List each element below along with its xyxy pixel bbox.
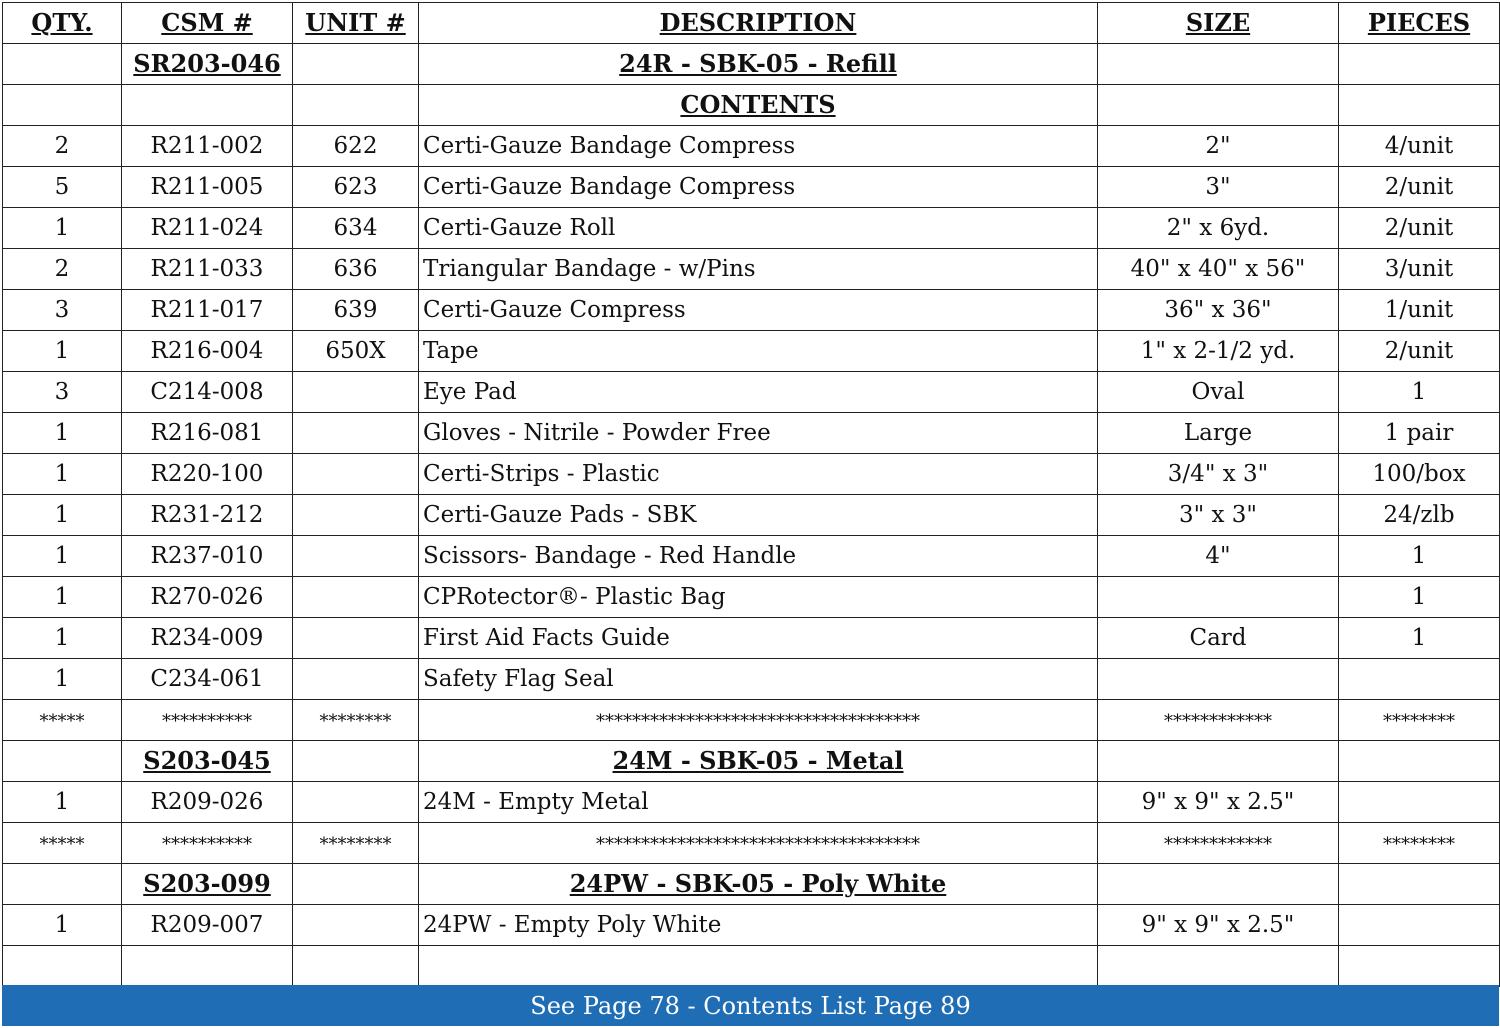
size-text: Oval [1191, 378, 1245, 405]
description-text: Certi-Gauze Roll [423, 214, 616, 241]
size-cell [1098, 372, 1339, 413]
unit-cell [293, 782, 419, 823]
csm-cell [122, 864, 293, 905]
csm-text: R209-007 [150, 911, 264, 938]
qty-cell [3, 782, 122, 823]
size-text: 2" [1205, 132, 1231, 159]
table-row [3, 782, 1500, 823]
table-row [3, 167, 1500, 208]
unit-text: 650X [325, 337, 386, 364]
qty-cell [3, 700, 122, 741]
csm-cell [122, 905, 293, 946]
qty-cell [3, 126, 122, 167]
description-text: CONTENTS [680, 89, 836, 119]
col-header-csm: CSM # [122, 3, 293, 44]
csm-text: R211-005 [150, 173, 264, 200]
table-row [3, 454, 1500, 495]
qty-cell [3, 741, 122, 782]
unit-cell [293, 946, 419, 987]
qty-cell [3, 44, 122, 85]
qty-cell [3, 249, 122, 290]
pieces-cell [1339, 413, 1500, 454]
col-header-description: DESCRIPTION [419, 3, 1098, 44]
pieces-text: 1/unit [1384, 296, 1454, 323]
size-text: ************ [1164, 710, 1272, 732]
description-cell [419, 249, 1098, 290]
description-text: 24M - Empty Metal [423, 788, 649, 815]
pieces-cell [1339, 290, 1500, 331]
csm-cell [122, 782, 293, 823]
description-cell [419, 126, 1098, 167]
unit-cell [293, 823, 419, 864]
csm-cell [122, 85, 293, 126]
qty-cell [3, 577, 122, 618]
qty-cell [3, 618, 122, 659]
pieces-cell [1339, 331, 1500, 372]
size-text: Large [1183, 419, 1253, 446]
description-cell [419, 413, 1098, 454]
csm-text: ********** [162, 833, 252, 855]
description-cell [419, 454, 1098, 495]
qty-cell [3, 659, 122, 700]
qty-text: 2 [54, 255, 70, 282]
size-text: Card [1189, 624, 1247, 651]
pieces-text: ******** [1383, 710, 1455, 732]
unit-text: 634 [333, 214, 378, 241]
qty-text: 1 [54, 911, 70, 938]
unit-cell [293, 659, 419, 700]
qty-cell [3, 495, 122, 536]
description-cell [419, 864, 1098, 905]
pieces-cell [1339, 44, 1500, 85]
csm-text: R211-017 [150, 296, 264, 323]
description-cell [419, 823, 1098, 864]
unit-cell [293, 905, 419, 946]
description-text: 24PW - Empty Poly White [423, 911, 722, 938]
description-text: Certi-Gauze Pads - SBK [423, 501, 697, 528]
csm-cell [122, 249, 293, 290]
qty-cell [3, 946, 122, 987]
csm-text: R234-009 [150, 624, 264, 651]
pieces-text: 24/zlb [1383, 501, 1455, 528]
unit-cell [293, 454, 419, 495]
description-cell [419, 372, 1098, 413]
size-text: 9" x 9" x 2.5" [1141, 911, 1295, 938]
qty-text: 2 [54, 132, 70, 159]
table-row [3, 372, 1500, 413]
size-cell [1098, 905, 1339, 946]
size-cell [1098, 454, 1339, 495]
csm-cell [122, 741, 293, 782]
table-row [3, 577, 1500, 618]
unit-cell [293, 249, 419, 290]
unit-cell [293, 700, 419, 741]
size-text: 36" x 36" [1164, 296, 1272, 323]
size-cell [1098, 700, 1339, 741]
pieces-cell [1339, 741, 1500, 782]
unit-text: 622 [333, 132, 378, 159]
csm-cell [122, 618, 293, 659]
qty-text: 1 [54, 419, 70, 446]
qty-cell [3, 905, 122, 946]
size-text: 3/4" x 3" [1167, 460, 1269, 487]
description-cell [419, 85, 1098, 126]
pieces-cell [1339, 167, 1500, 208]
pieces-text: 2/unit [1384, 337, 1454, 364]
unit-cell [293, 290, 419, 331]
qty-text: 3 [54, 378, 70, 405]
table-row [3, 126, 1500, 167]
pieces-text: 4/unit [1384, 132, 1454, 159]
section-title-row [3, 85, 1500, 126]
csm-cell [122, 700, 293, 741]
pieces-cell [1339, 577, 1500, 618]
csm-text: R270-026 [150, 583, 264, 610]
size-cell [1098, 126, 1339, 167]
size-cell [1098, 85, 1339, 126]
csm-cell [122, 659, 293, 700]
col-header-unit: UNIT # [293, 3, 419, 44]
size-cell [1098, 167, 1339, 208]
description-text: First Aid Facts Guide [423, 624, 670, 651]
size-text: 40" x 40" x 56" [1130, 255, 1306, 282]
csm-cell [122, 823, 293, 864]
unit-text: ******** [319, 710, 392, 732]
qty-text: 1 [54, 788, 70, 815]
description-text: ************************************ [596, 710, 920, 732]
csm-text: R209-026 [150, 788, 264, 815]
qty-text: 1 [54, 624, 70, 651]
csm-text: R220-100 [150, 460, 264, 487]
unit-text: 623 [333, 173, 378, 200]
size-cell [1098, 495, 1339, 536]
description-cell [419, 946, 1098, 987]
table-row [3, 413, 1500, 454]
description-cell [419, 618, 1098, 659]
csm-text: C214-008 [150, 378, 264, 405]
section-title-row [3, 864, 1500, 905]
unit-cell [293, 44, 419, 85]
csm-cell [122, 577, 293, 618]
size-text: 2" x 6yd. [1166, 214, 1270, 241]
pieces-cell [1339, 864, 1500, 905]
size-cell [1098, 208, 1339, 249]
pieces-cell [1339, 618, 1500, 659]
pieces-cell [1339, 249, 1500, 290]
description-cell [419, 167, 1098, 208]
csm-text: R231-212 [150, 501, 264, 528]
size-cell [1098, 413, 1339, 454]
table-row [3, 208, 1500, 249]
qty-cell [3, 413, 122, 454]
pieces-cell [1339, 823, 1500, 864]
pieces-cell [1339, 782, 1500, 823]
csm-text: C234-061 [150, 665, 264, 692]
qty-text: 1 [54, 501, 70, 528]
table-row [3, 905, 1500, 946]
unit-cell [293, 495, 419, 536]
pieces-cell [1339, 659, 1500, 700]
qty-cell [3, 331, 122, 372]
description-text: Certi-Gauze Bandage Compress [423, 132, 796, 159]
unit-cell [293, 85, 419, 126]
table-row [3, 331, 1500, 372]
unit-cell [293, 372, 419, 413]
qty-cell [3, 167, 122, 208]
pieces-cell [1339, 126, 1500, 167]
csm-text: S203-099 [143, 868, 271, 898]
table-row [3, 536, 1500, 577]
pieces-cell [1339, 905, 1500, 946]
qty-cell [3, 372, 122, 413]
pieces-text: 1 [1411, 624, 1427, 651]
csm-cell [122, 331, 293, 372]
size-text: 9" x 9" x 2.5" [1141, 788, 1295, 815]
csm-cell [122, 413, 293, 454]
description-text: Certi-Gauze Bandage Compress [423, 173, 796, 200]
header-row [3, 3, 1500, 44]
description-text: Certi-Gauze Compress [423, 296, 686, 323]
qty-text: 1 [54, 214, 70, 241]
csm-cell [122, 290, 293, 331]
pieces-cell [1339, 208, 1500, 249]
description-text: 24PW - SBK-05 - Poly White [569, 868, 947, 898]
description-cell [419, 536, 1098, 577]
size-cell [1098, 782, 1339, 823]
pieces-cell [1339, 372, 1500, 413]
description-cell [419, 905, 1098, 946]
unit-cell [293, 208, 419, 249]
size-cell [1098, 741, 1339, 782]
section-title-row [3, 741, 1500, 782]
csm-cell [122, 454, 293, 495]
size-text: 3" [1205, 173, 1231, 200]
qty-text: 1 [54, 583, 70, 610]
separator-row [3, 823, 1500, 864]
qty-text: 3 [54, 296, 70, 323]
qty-cell [3, 290, 122, 331]
description-text: Certi-Strips - Plastic [423, 460, 660, 487]
description-cell [419, 208, 1098, 249]
table-body [3, 44, 1500, 987]
separator-row [3, 700, 1500, 741]
unit-text: 639 [333, 296, 378, 323]
table-row [3, 290, 1500, 331]
description-text: Scissors- Bandage - Red Handle [423, 542, 797, 569]
csm-text: R216-081 [150, 419, 264, 446]
csm-cell [122, 536, 293, 577]
csm-cell [122, 126, 293, 167]
csm-cell [122, 44, 293, 85]
description-cell [419, 782, 1098, 823]
pieces-text: 3/unit [1384, 255, 1454, 282]
csm-text: R211-002 [150, 132, 264, 159]
description-text: 24R - SBK-05 - Refill [619, 48, 897, 78]
pieces-text: 1 [1411, 378, 1427, 405]
qty-cell [3, 454, 122, 495]
contents-table [2, 2, 1500, 987]
qty-cell [3, 208, 122, 249]
csm-text: R237-010 [150, 542, 264, 569]
pieces-text: 1 pair [1384, 419, 1454, 446]
unit-cell [293, 536, 419, 577]
description-text: Safety Flag Seal [423, 665, 614, 692]
size-cell [1098, 44, 1339, 85]
size-text: ************ [1164, 833, 1272, 855]
table-row [3, 495, 1500, 536]
unit-cell [293, 331, 419, 372]
description-cell [419, 741, 1098, 782]
section-title-row [3, 44, 1500, 85]
size-cell [1098, 577, 1339, 618]
col-header-qty: QTY. [3, 3, 122, 44]
size-cell [1098, 864, 1339, 905]
unit-cell [293, 577, 419, 618]
size-cell [1098, 659, 1339, 700]
description-text: ************************************ [596, 833, 920, 855]
pieces-cell [1339, 495, 1500, 536]
unit-cell [293, 167, 419, 208]
size-cell [1098, 618, 1339, 659]
qty-text: 1 [54, 665, 70, 692]
unit-text: 636 [333, 255, 378, 282]
csm-text: SR203-046 [133, 48, 281, 78]
description-text: Tape [423, 337, 479, 364]
description-text: Gloves - Nitrile - Powder Free [423, 419, 771, 446]
description-cell [419, 44, 1098, 85]
table-row [3, 946, 1500, 987]
unit-cell [293, 618, 419, 659]
col-header-size: SIZE [1098, 3, 1339, 44]
qty-cell [3, 864, 122, 905]
qty-cell [3, 536, 122, 577]
size-cell [1098, 823, 1339, 864]
unit-cell [293, 126, 419, 167]
table-row [3, 659, 1500, 700]
pieces-text: 1 [1411, 542, 1427, 569]
pieces-text: 1 [1411, 583, 1427, 610]
csm-cell [122, 495, 293, 536]
qty-text: 1 [54, 542, 70, 569]
unit-cell [293, 741, 419, 782]
csm-cell [122, 946, 293, 987]
size-cell [1098, 290, 1339, 331]
qty-cell [3, 85, 122, 126]
pieces-cell [1339, 946, 1500, 987]
pieces-cell [1339, 85, 1500, 126]
size-text: 4" [1205, 542, 1231, 569]
qty-text: ***** [39, 833, 85, 855]
description-text: Eye Pad [423, 378, 517, 405]
col-header-pieces: PIECES [1339, 3, 1500, 44]
description-text: 24M - SBK-05 - Metal [612, 745, 904, 775]
size-cell [1098, 946, 1339, 987]
unit-text: ******** [319, 833, 392, 855]
qty-cell [3, 823, 122, 864]
description-cell [419, 700, 1098, 741]
pieces-cell [1339, 454, 1500, 495]
description-text: Triangular Bandage - w/Pins [423, 255, 756, 282]
unit-cell [293, 864, 419, 905]
qty-text: ***** [39, 710, 85, 732]
csm-text: R211-033 [150, 255, 264, 282]
pieces-text: 2/unit [1384, 173, 1454, 200]
pieces-text: 100/box [1372, 460, 1466, 487]
csm-cell [122, 167, 293, 208]
table-row [3, 618, 1500, 659]
description-cell [419, 331, 1098, 372]
csm-cell [122, 208, 293, 249]
csm-cell [122, 372, 293, 413]
csm-text: R216-004 [150, 337, 264, 364]
size-text: 3" x 3" [1178, 501, 1258, 528]
footer-bar [2, 985, 1499, 1026]
size-cell [1098, 249, 1339, 290]
size-cell [1098, 536, 1339, 577]
csm-text: ********** [162, 710, 252, 732]
pieces-text: ******** [1383, 833, 1455, 855]
qty-text: 1 [54, 337, 70, 364]
size-cell [1098, 331, 1339, 372]
pieces-text: 2/unit [1384, 214, 1454, 241]
csm-text: R211-024 [150, 214, 264, 241]
description-cell [419, 659, 1098, 700]
size-text: 1" x 2-1/2 yd. [1140, 337, 1296, 364]
qty-text: 5 [54, 173, 70, 200]
description-text: CPRotector®- Plastic Bag [423, 583, 726, 610]
table-row [3, 249, 1500, 290]
pieces-cell [1339, 536, 1500, 577]
description-cell [419, 577, 1098, 618]
csm-text: S203-045 [143, 745, 271, 775]
unit-cell [293, 413, 419, 454]
qty-text: 1 [54, 460, 70, 487]
description-cell [419, 290, 1098, 331]
description-cell [419, 495, 1098, 536]
footer-text: See Page 78 - Contents List Page 89 [530, 992, 971, 1020]
pieces-cell [1339, 700, 1500, 741]
